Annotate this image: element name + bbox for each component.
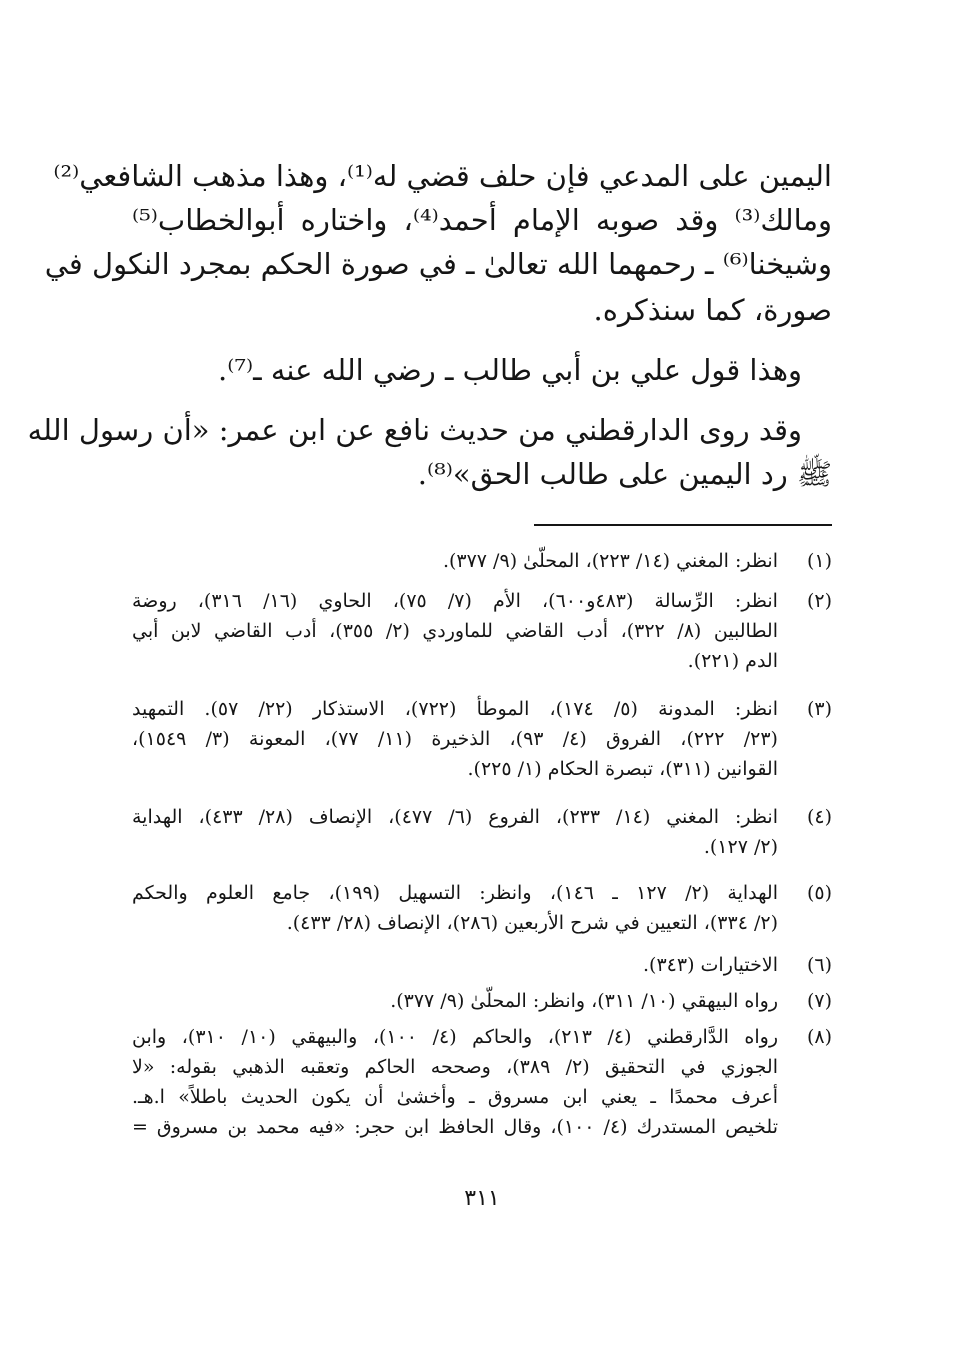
footnote-number: (٦) [806, 954, 832, 976]
body-line-7: ﷺ رد اليمين على طالب الحق»⁽⁸⁾. [417, 457, 832, 491]
footnote-2 [132, 586, 832, 676]
footnote-text: انظر: الرِّسالة (٤٨٣و٦٠٠)، الأم (٧/ ٧٥)، الحاوي (١٦/ ٣١٦)، روضة الطالبين (٨/ ٣٢٢)، أدب القاضي للماوردي (٢/ ٣٥٥)، أدب القاضي لابن أبي الدم (٢٢١). [132, 590, 779, 672]
body-line-5: وهذا قول علي بن أبي طالب ـ رضي الله عنه ـ⁽⁷⁾. [218, 353, 802, 387]
body-line-1: اليمين على المدعي فإن حلف قضي له⁽¹⁾، وهذا مذهب الشافعي⁽²⁾ [53, 159, 832, 193]
footnote-text: انظر: المدونة (٥/ ١٧٤)، الموطأ (٧٢٢)، الاستذكار (٢٢/ ٥٧). التمهيد (٢٣/ ٢٢٢)، الفروق (٤/ ٩٣)، الذخيرة (١١/ ٧٧)، المعونة (٣/ ١٥٤٩)، القوانين (٣١١)، تبصرة الحكام (١/ ٢٢٥). [132, 698, 778, 780]
footnote-4 [132, 802, 832, 862]
footnote-text: رواه البيهقي (١٠/ ٣١١)، وانظر: المحلّىٰ (٩/ ٣٧٧). [390, 990, 778, 1012]
footnote-1 [132, 546, 832, 576]
footnote-number: (٧) [806, 990, 832, 1012]
footnote-7 [132, 986, 832, 1016]
footnote-text: الهداية (٢/ ١٢٧ ـ ١٤٦)، وانظر: التسهيل (١٩٩)، جامع العلوم والحكم (٢/ ٣٣٤)، التعيين في شرح الأربعين (٢٨٦)، الإنصاف (٢٨/ ٤٣٣). [132, 882, 778, 934]
footnote-text: انظر: المغني (١٤/ ٢٣٣)، الفروع (٦/ ٤٧٧)، الإنصاف (٢٨/ ٤٣٣)، الهداية (٢/ ١٢٧). [132, 806, 778, 858]
footnote-separator [534, 524, 832, 526]
footnote-6 [132, 950, 832, 980]
page-number: ٣١١ [464, 1186, 500, 1211]
footnote-5 [132, 878, 832, 938]
footnote-text: رواه الدَّارقطني (٤/ ٢١٣)، والحاكم (٤/ ١٠٠)، والبيهقي (١٠/ ٣١٠)، وابن الجوزي في التحقيق (٢/ ٣٨٩)، وصححه الحاكم وتعقبه الذهبي بقوله: «لا أعرف محمدًا ـ يعني ابن مسروق ـ وأخشىٰ أن يكون الحديث باطلاً» ا.هـ. تلخيص المستدرك (٤/ ١٠٠)، وقال الحافظ ابن حجر: «فيه محمد بن مسروق = [132, 1026, 778, 1138]
body-line-2: ومالك⁽³⁾ وقد صوبه الإمام أحمد⁽⁴⁾، واختاره أبوالخطاب⁽⁵⁾ [132, 203, 833, 237]
footnote-number: (٥) [806, 882, 832, 904]
body-line-4: صورة، كما سنذكره. [593, 293, 832, 327]
footnote-number: (١) [806, 550, 832, 572]
footnote-3 [132, 694, 832, 784]
body-line-3: وشيخنا⁽⁶⁾ ـ رحمهما الله تعالىٰ ـ في صورة الحكم بمجرد النكول في [44, 247, 832, 281]
body-line-6: وقد روى الدارقطني من حديث نافع عن ابن عمر: «أن رسول الله [27, 413, 802, 447]
footnote-number: (٣) [806, 698, 832, 720]
footnote-number: (٢) [806, 590, 832, 612]
footnote-8 [132, 1022, 832, 1142]
footnote-number: (٨) [806, 1026, 832, 1048]
footnote-text: الاختيارات (٣٤٣). [643, 954, 778, 976]
footnote-number: (٤) [806, 806, 832, 828]
footnote-text: انظر: المغني (١٤/ ٢٢٣)، المحلّىٰ (٩/ ٣٧٧). [442, 550, 778, 572]
